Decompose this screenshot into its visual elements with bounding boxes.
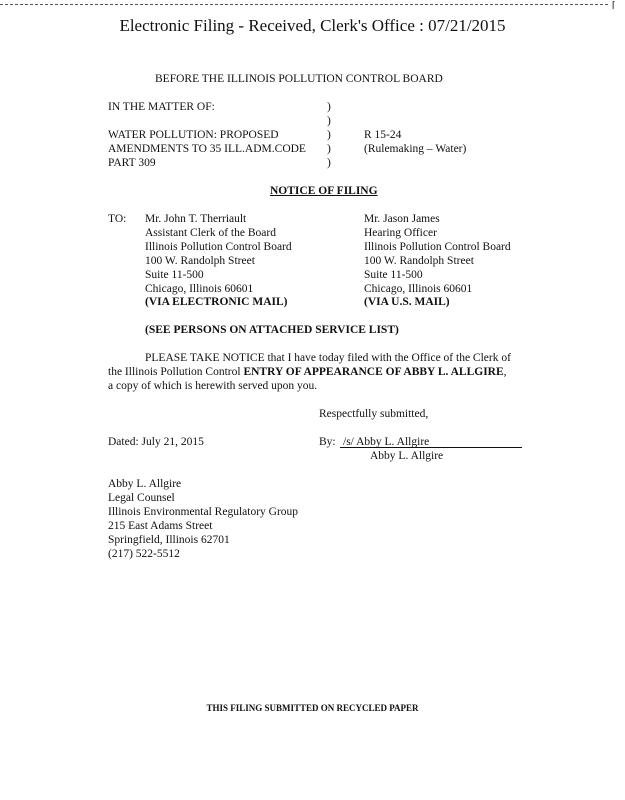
- caption-title-line3: PART 309: [108, 157, 156, 169]
- recipient-left-title: Assistant Clerk of the Board: [145, 227, 276, 239]
- recipient-left-org: Illinois Pollution Control Board: [145, 241, 292, 253]
- recipient-right-city: Chicago, Illinois 60601: [364, 283, 473, 295]
- signer-printed-name: Abby L. Allgire: [370, 450, 444, 462]
- caption-bracket: ): [327, 129, 331, 141]
- caption-bracket: ): [327, 115, 331, 127]
- closing: Respectfully submitted,: [319, 408, 429, 420]
- filing-stamp: Electronic Filing - Received, Clerk's Office : 07/21/2015: [119, 16, 506, 35]
- recipient-right-suite: Suite 11-500: [364, 269, 423, 281]
- caption-bracket: ): [327, 143, 331, 155]
- case-number: R 15-24: [364, 129, 402, 141]
- board-heading: BEFORE THE ILLINOIS POLLUTION CONTROL BOARD: [155, 73, 443, 85]
- notice-paragraph-line2: [108, 365, 507, 379]
- signature-line: [340, 447, 522, 448]
- notice-paragraph-line1: PLEASE TAKE NOTICE that I have today filed with the Office of the Clerk of: [145, 352, 511, 364]
- service-list-note: (SEE PERSONS ON ATTACHED SERVICE LIST): [145, 324, 399, 336]
- electronic-signature: /s/ Abby L. Allgire: [343, 436, 430, 448]
- recipient-right-street: 100 W. Randolph Street: [364, 255, 474, 267]
- caption-bracket: ): [327, 157, 331, 169]
- recipient-left-suite: Suite 11-500: [145, 269, 204, 281]
- caption-title-line1: WATER POLLUTION: PROPOSED: [108, 129, 279, 141]
- notice-paragraph-line2-start: the Illinois Pollution Control: [108, 366, 244, 378]
- notice-paragraph-line2-end: ,: [503, 366, 507, 378]
- by-label: By:: [319, 436, 336, 448]
- recipient-left-method: (VIA ELECTRONIC MAIL): [145, 296, 288, 308]
- recycled-paper-text: THIS FILING SUBMITTED ON RECYCLED PAPER: [206, 703, 419, 713]
- scan-corner-mark: ⌈: [612, 0, 616, 10]
- recipient-right-title: Hearing Officer: [364, 227, 437, 239]
- contact-city: Springfield, Illinois 62701: [108, 534, 230, 546]
- matter-label: IN THE MATTER OF:: [108, 101, 215, 113]
- contact-phone: (217) 522-5512: [108, 548, 180, 560]
- contact-name: Abby L. Allgire: [108, 478, 182, 490]
- caption-title-line2: AMENDMENTS TO 35 ILL.ADM.CODE: [108, 143, 306, 155]
- recipient-right-method: (VIA U.S. MAIL): [364, 296, 450, 308]
- recycled-paper-note: [0, 701, 625, 715]
- recipient-left-name: Mr. John T. Therriault: [145, 213, 247, 225]
- recipient-left-city: Chicago, Illinois 60601: [145, 283, 254, 295]
- notice-title: NOTICE OF FILING: [270, 185, 378, 197]
- date-line: Dated: July 21, 2015: [108, 436, 204, 448]
- contact-role: Legal Counsel: [108, 492, 175, 504]
- contact-org: Illinois Environmental Regulatory Group: [108, 506, 299, 518]
- recipient-left-street: 100 W. Randolph Street: [145, 255, 255, 267]
- contact-street: 215 East Adams Street: [108, 520, 213, 532]
- to-label: TO:: [108, 213, 127, 225]
- recipient-right-org: Illinois Pollution Control Board: [364, 241, 511, 253]
- notice-paragraph-line3: a copy of which is herewith served upon you.: [108, 380, 318, 392]
- caption-bracket: ): [327, 101, 331, 113]
- filed-document-title: ENTRY OF APPEARANCE OF ABBY L. ALLGIRE: [243, 366, 504, 378]
- scan-top-border: [0, 4, 608, 5]
- case-type: (Rulemaking – Water): [364, 143, 467, 155]
- recipient-right-name: Mr. Jason James: [364, 213, 440, 225]
